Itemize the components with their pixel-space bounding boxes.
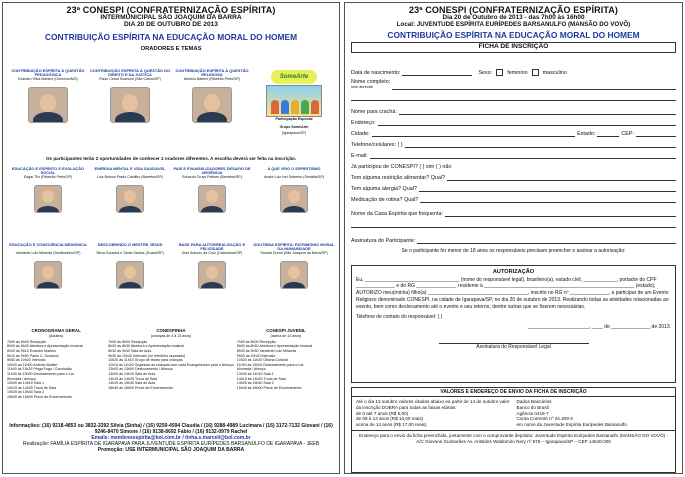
authorization-box (351, 265, 676, 383)
price-line: acima de 14 anos (R$ 17,00 reais) (356, 422, 427, 428)
address-input[interactable] (378, 119, 676, 126)
schedule-line: 9h10 às 9h50 Paulo C. Scarsoni (7, 353, 59, 358)
emails[interactable]: Emails: membresespirita@bol.com.br / tinha.s.marceli@bol.com.br (91, 435, 251, 441)
medication-input[interactable] (420, 196, 676, 203)
date-line: ______________________, ____ de ______________ de 2013. (527, 324, 671, 331)
right-page (344, 2, 683, 474)
schedule-column (237, 329, 335, 400)
schedule-line: 11h00 às 11h20 Ptnga Fogo / Conclusão (7, 367, 72, 372)
speaker-card (171, 243, 253, 289)
full-name-label: Nome completo: (351, 79, 391, 86)
center-input[interactable] (445, 210, 676, 217)
left-footer (7, 423, 335, 453)
event-date: DIA 20 DE OUTUBRO DE 2013 (124, 21, 218, 29)
schedule-line: 10h20 às 11h10 Grupo de teatro para crianças (108, 358, 183, 363)
schedule-line: 9h30 às 10h20 Intervalo (no refeitório separado) (108, 353, 186, 358)
speaker-card (89, 167, 171, 213)
phones-label: Telefone/celulares: ( ) (351, 142, 403, 148)
organizer: Realização: FAMÍLIA ESPÍRITA DE IGARAPAVA PARA JUVENTUDE ESPÍRITA EURÍPEDES BARSANULFO DE IGARAPAVA - JEEB (22, 441, 320, 447)
no-abbrev-hint: sem abreviar (351, 85, 373, 90)
food-restriction-input[interactable] (447, 174, 676, 181)
schedule (7, 329, 335, 400)
price-line: de 08 à 13 anos (R$ 10,00 reais) (356, 416, 424, 422)
medication-label: Medicação de rotina? Qual? (351, 197, 419, 203)
schedule-line: 14h25 às 15h40 Sala 2 (7, 390, 44, 395)
special-participation (253, 69, 335, 140)
speakers-low-row (7, 243, 335, 289)
left-page (2, 2, 340, 474)
authorization-title: AUTORIZAÇÃO (492, 269, 535, 275)
speaker-name: Edgar Tilo (Ribeirão Preto/SP) (23, 175, 73, 179)
schedule-line: 14h25 às 15h40 Sala 2 (236, 381, 274, 386)
birth-label: Data de nascimento: (351, 70, 401, 76)
guardian-signature[interactable]: Assinatura do Responsável Legal (439, 343, 589, 351)
speaker-topic: ENERGIA MENTAL E VIDA SAUDÁVEL (94, 166, 166, 171)
speakers-mid-row (7, 167, 335, 213)
event-location: Local: JUVENTUDE ESPÍRITA EURÍPEDES BARSANULFO (MANSÃO DO VOVÔ) (396, 21, 631, 29)
speaker-topic: A QUE VEIO O ESPIRITISMO (267, 166, 321, 171)
special-city: (Igarapava/SP) (281, 131, 307, 135)
birth-input[interactable] (402, 69, 472, 76)
allergy-label: Tem alguma alergia? Qual? (351, 186, 417, 192)
speaker-photo (192, 87, 232, 123)
badge-name-label: Nome para crachá: (351, 109, 397, 115)
schedule-line: 9h50 às 10h20 Intervalo (7, 358, 46, 363)
speaker-topic: PAIS E EVANGELIZADORES DESAFIO DE URGÊNCIA (173, 166, 251, 176)
speaker-card (7, 243, 89, 289)
badge-name-input[interactable] (399, 108, 676, 115)
attended-question[interactable]: Já participou de CONESPI? ( ) sim ( ) não (351, 164, 452, 170)
schedule-line: 14h15 às 14h25 Troca de Sala (236, 376, 286, 381)
speaker-photo (110, 87, 150, 123)
guardian-phone[interactable]: Telefone de contato do responsável: ( ) (356, 314, 443, 321)
schedule-line: 7h00 às 8h00 Recepção (7, 339, 46, 344)
speaker-name: Eduardo Cruys Pelthes (Barretos/SP) (182, 175, 242, 179)
speaker-topic: CONTRIBUIÇÃO ESPÍRITA À QUESTÃO PEDAGÓGICA (11, 68, 85, 78)
speaker-photo (116, 185, 144, 213)
theme-title: CONTRIBUIÇÃO ESPÍRITA NA EDUCAÇÃO MORAL DO HOMEM (387, 29, 640, 40)
speaker-name: Silvia Gouveia e Sônia Santos (Guará/SP) (96, 251, 164, 255)
speaker-name: José Antonio da Cruz (Catanduva/SP) (181, 251, 243, 255)
speaker-photo (280, 261, 308, 289)
schedule-line: 8h30 às 9h30 Sala de Aula (108, 349, 152, 354)
event-title: 23ª CONESPI (CONFRATERNIZAÇÃO ESPÍRITA) (66, 5, 276, 15)
speaker-photo (198, 261, 226, 289)
sex-label: Sexo: (478, 70, 493, 76)
speaker-name: André Luiz Ivel Sobreiro (Sertaña/SP) (263, 175, 325, 179)
registration-form (351, 65, 676, 254)
speaker-photo (198, 185, 226, 213)
values-box (351, 387, 676, 473)
signature-label: Assinatura do Participante: (351, 238, 416, 244)
schedule-line: Alvorada / Almoço (236, 367, 266, 372)
zip-label: CEP: (621, 131, 634, 137)
bank-line: Dados Bancários (516, 399, 552, 405)
right-header (345, 3, 682, 53)
speaker-photo (28, 87, 68, 123)
schedule-line: 11h10 às 11h20 Organizar as crianças com cada Evangelizador para o Almoço (108, 362, 234, 367)
city-input[interactable] (372, 130, 576, 137)
speaker-topic: DESCOBRINDO O MESTRE JESUS (97, 242, 163, 247)
values-prices (356, 399, 511, 428)
schedule-line: 7h00 às 8h00 Recepção (108, 339, 148, 344)
special-caption: Participação Especial (275, 117, 313, 121)
speaker-card (7, 167, 89, 213)
schedule-line: 13h00 às 14h15 Sala de Aula (108, 372, 156, 376)
speaker-card (89, 243, 171, 289)
zip-input[interactable] (636, 130, 676, 137)
bank-line: Conta Corrente nº 24.309-4 (516, 416, 573, 422)
state-input[interactable] (597, 130, 619, 137)
speaker-card (89, 69, 171, 140)
state-label: Estado: (577, 131, 596, 137)
schedule-line: 13h00 às 14h15 Sala 1 (236, 372, 274, 376)
schedule-line: 8h00 às 8h30 Abertura e Apresentação musical (108, 344, 184, 349)
bank-line: Banco do Brasil (516, 404, 549, 410)
schedule-line: 15h40 às 16h00 Prece de Encerramento (7, 394, 72, 399)
speaker-name: Evandro Silva Martins (Ourinhos/MG) (18, 77, 78, 81)
schedule-line: 14h15 às 14h25 Troca de Sala (7, 385, 56, 390)
center-input-2[interactable] (351, 221, 676, 228)
schedule-line: 9h30 às 10h20 Intervalo (236, 353, 276, 358)
bank-line: Agência 0419-7 (516, 410, 549, 416)
theme-title: CONTRIBUIÇÃO ESPÍRITA NA EDUCAÇÃO MORAL DO HOMEM (44, 32, 298, 43)
schedule-line: 14h25 às 15h40 Sala de Aula (108, 381, 156, 386)
speaker-topic: CONTRIBUIÇÃO ESPÍRITA À QUESTÃO RELIGIOSA (175, 68, 249, 78)
schedule-subtitle: (acima de 14 anos) (270, 333, 302, 338)
speaker-topic: EDUCAÇÃO E CONSCIÊNCIA MEDIÚNICA (9, 242, 87, 247)
schedule-line: 15h40 às 16h00 Prece de Encerramento (236, 385, 302, 390)
phones-input[interactable] (405, 141, 676, 148)
speaker-photo (280, 185, 308, 213)
schedule-title: CRONOGRAMA GERAL (31, 328, 81, 333)
speaker-name: Luiz Nelson Prado Castilho (Barretos/SP) (96, 175, 164, 179)
group-photo (266, 85, 322, 117)
promoter: Promoção: USE INTERMUNICIPAL SÃO JOAQUIM DA BARRA (97, 447, 245, 453)
speaker-topic: BASE PARA AUTORREALIZAÇÃO E FELICIDADE (178, 242, 246, 252)
schedule-line: 8h00 às 8h30 Abertura e Apresentação musical (236, 344, 313, 349)
signature-input[interactable] (417, 237, 676, 244)
schedule-column (7, 329, 105, 400)
mailing-address: Endereço para o envio da ficha preenchida, juntamente com o comprovante depósito: Juventude Espírita Eurípedes Barsanulfo (MANSÃO DO VOVÔ) - A/C Giovane Guimarães Av. Aristides Waldomiro Nery nº 576 – Igarapava/SP – CEP 14540-000 (352, 430, 675, 446)
food-restriction-label: Tem alguma restrição alimentar? Qual? (351, 175, 446, 181)
bank-details (517, 399, 672, 428)
speaker-topic: DOUTRINA ESPÍRITA: PATRIMÔNIO MORAL DA HUMANIDADE (253, 242, 335, 252)
schedule-line: 12h00 às 13h00 Deslocamento / Almoço (108, 367, 173, 372)
speaker-card (171, 167, 253, 213)
schedule-line: 11h30 às 13h00 Deslocamento para o Lar (7, 372, 74, 376)
male-checkbox[interactable] (532, 69, 539, 76)
event-title: 23ª CONESPI (CONFRATERNIZAÇÃO ESPÍRITA) (409, 5, 618, 15)
email-input[interactable] (370, 152, 676, 159)
male-label: masculino (542, 70, 567, 76)
form-title: FICHA DE INSCRIÇÃO (351, 42, 676, 53)
schedule-line: 7h00 às 8h00 Recepção (236, 339, 276, 344)
choice-note: Os participantes terão 2 oportunidades de conhecer 2 oradores diferentes. A escolha deverá ser feita na inscrição. (45, 156, 297, 161)
schedule-line: 15h40 às 16h00 Prece de Encerramento (108, 385, 173, 390)
special-group: Grupo SomeArte (279, 125, 309, 129)
speaker-photo (34, 261, 62, 289)
full-name-input-2[interactable] (351, 94, 676, 101)
schedule-column (108, 329, 234, 400)
schedule-line: 14h15 às 14h25 Troca de Sala (108, 376, 158, 381)
schedule-line: 11h20 às 13h00 Deslocamento para o Lar (236, 362, 304, 367)
left-header (3, 3, 339, 52)
speaker-name: Vanderlei Luiz Miranda (Sertãozinho/SP) (15, 251, 81, 255)
price-line: de 0 até 7 anos (R$ 5,00) (356, 410, 409, 416)
speakers-section-title: ORADORES E TEMAS (140, 46, 202, 53)
speaker-name: Antônio Baltieri (Ribeirão Preto/SP) (183, 77, 241, 81)
speaker-photo (34, 185, 62, 213)
female-checkbox[interactable] (496, 69, 503, 76)
values-title: VALORES E ENDEREÇO DE ENVIO DA FICHA DE INSCRIÇÃO (352, 388, 675, 397)
allergy-input[interactable] (419, 185, 676, 192)
speaker-card (253, 243, 335, 289)
speaker-name: Paulo Cesar Scarsoni (São Carlos/SP) (99, 77, 161, 81)
speaker-topic: EDUCAÇÃO E ESPÍRITO E EVOLUÇÃO SOCIAL (11, 166, 85, 176)
speaker-photo (116, 261, 144, 289)
speaker-name: Sandra Duran (São Joaquim da Barra/SP) (260, 251, 328, 255)
schedule-line: 10h20 às 11h00 Antônio Baltieri (7, 362, 58, 367)
address-label: Endereço: (351, 120, 376, 126)
female-label: feminino (507, 70, 528, 76)
schedule-line: 10h20 às 11h20 Oficina Cultural (236, 358, 288, 363)
email-label: E-mail: (351, 153, 368, 159)
event-date-time: Dia 20 de Outubro de 2013 - das 7h00 às 16h00 (442, 14, 585, 22)
schedule-subtitle: (crianças de 4 à 13 anos) (150, 333, 192, 338)
speaker-card (7, 69, 89, 140)
schedule-line: 8h00 às 8h30 Abertura e Apresentação musical (7, 344, 83, 349)
schedule-line: 8h30 às 9h10 Evandro Martins (7, 349, 56, 354)
center-label: Nome da Casa Espírita que frequenta: (351, 211, 443, 217)
minors-note: Se o participante for menor de 18 anos os responsáveis precisam preencher e assinar a autorização: (401, 248, 626, 254)
somearte-logo: SomeArte (271, 70, 317, 84)
schedule-line: 8h30 às 9h30 Vanderlei Luiz Miranda (236, 349, 297, 354)
schedule-title: CONESPI JUVENIL (266, 328, 306, 333)
schedule-subtitle: (Adultos) (48, 333, 64, 338)
city-label: Cidade: (351, 131, 370, 137)
schedule-line: Alvorada / almoço (7, 376, 36, 381)
speaker-card (253, 167, 335, 213)
authorization-text-1: Eu, __________________________________ (nome do responsável legal), brasileiro(a), estado civil, ____________, portador do CPF ______________ e do RG ______________, residente à ______________________________________________________ (estado), (356, 276, 657, 290)
contact-info: Informações: (16) 9218-4853 ou 3832-3392 Silvia (Sinha) / (16) 9250-4594 Claudia / (16) 9288-4989 Lucimara / (16) 3172-7132 Giovani / (16) 9246-8470 Simone / (16) 9138-8692 Fábio / (16) 9132-0979 Rachel (9, 423, 333, 435)
event-subtitle: INTERMUNICIPAL SÃO JOAQUIM DA BARRA (100, 14, 242, 22)
price-line: Até o dia 13 outubro valores citados abaixo ea partir de 14 de outubro valor da inscrição DOBRA para todas as faixas etárias: (356, 399, 510, 410)
full-name-input[interactable] (392, 83, 676, 90)
schedule-title: CONESPINHA (156, 328, 186, 333)
speaker-topic: CONTRIBUIÇÃO ESPÍRITA À QUESTÃO DO DIREITO E DA JUSTIÇA (90, 68, 170, 78)
bank-line: em nome da Juventude Espírita Eurípedes Barsanulfo (516, 422, 627, 428)
authorization-text-2: AUTORIZO meu(minha) filho(a) ____________________________________, inscrito no RG nº ______________, a participar de um Evento Religioso denominado CONESPI, na cidade de Igarapava/SP, no dia 20 de outubro de 2013. Realizando todas as atividades relacionadas ao evento, bem como deslocamento até o evento e seu retorno, dentre outras que se fizerem necessárias. (356, 290, 669, 310)
speakers-top-row (7, 69, 335, 140)
schedule-line: 13h00 às 14h15 Sala 1 (7, 381, 44, 386)
speaker-card (171, 69, 253, 140)
